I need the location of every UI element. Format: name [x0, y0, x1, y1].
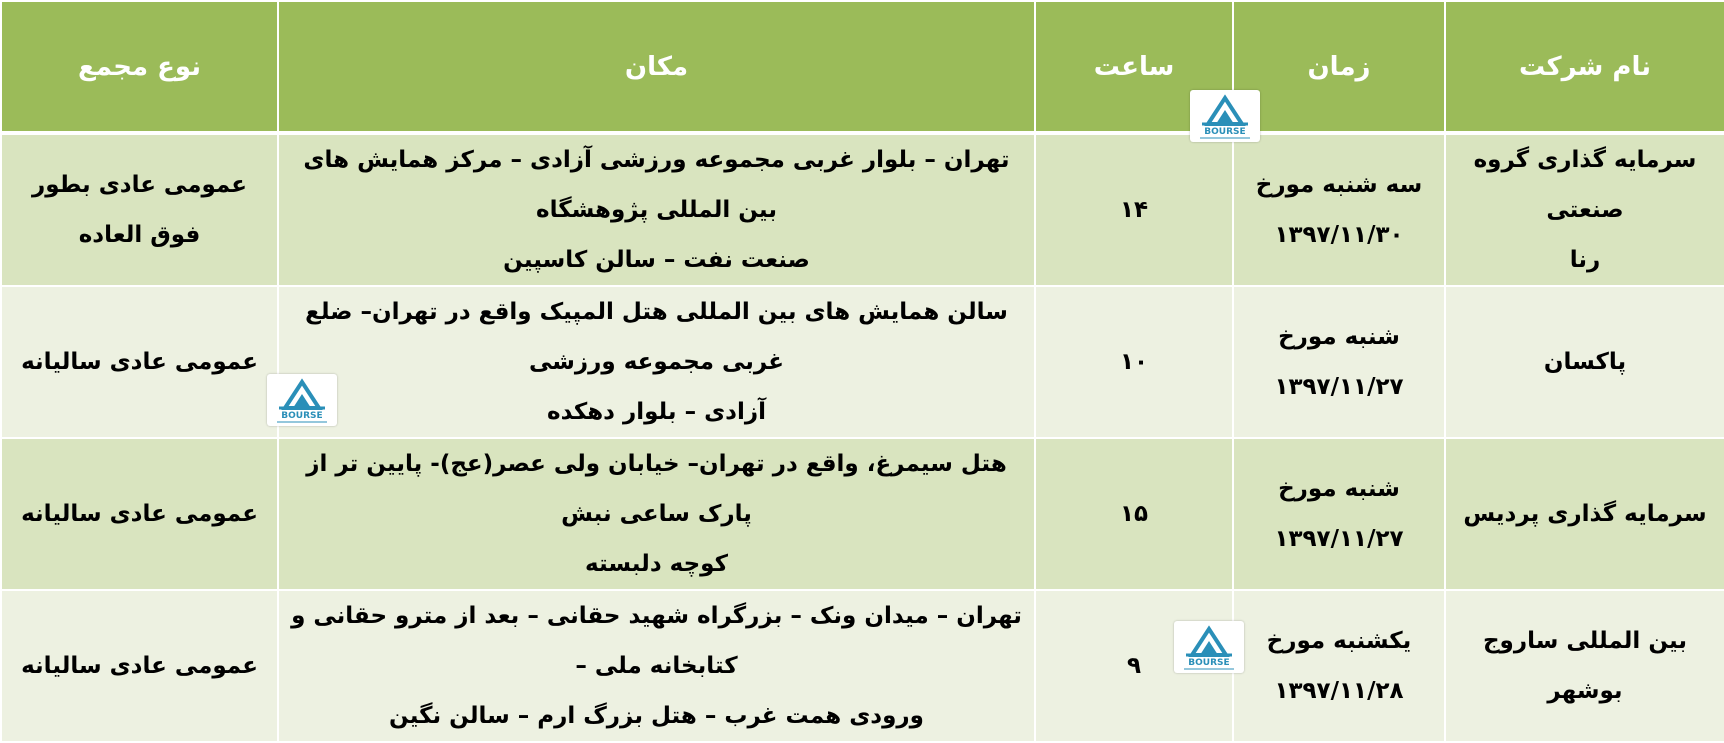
- date-value: ۱۳۹۷/۱۱/۲۸: [1274, 678, 1404, 704]
- location-line: کوچه دلبسته: [585, 551, 728, 577]
- company-name-line: سرمایه گذاری گروه صنعتی: [1473, 147, 1697, 223]
- header-time: ساعت: [1035, 1, 1233, 133]
- location-cell: [278, 590, 1035, 742]
- bourse-logo-icon: [1190, 90, 1260, 142]
- date-value: ۱۳۹۷/۱۱/۳۰: [1274, 222, 1404, 248]
- company-cell: [1445, 438, 1724, 590]
- header-meeting-type: نوع مجمع: [1, 1, 278, 133]
- date-cell: [1233, 590, 1445, 742]
- bourse-logo-text: BOURSE: [1204, 127, 1246, 137]
- header-company: نام شرکت: [1445, 1, 1724, 133]
- bourse-logo-text: BOURSE: [281, 411, 323, 421]
- company-name-line: سرمایه گذاری پردیس: [1463, 501, 1707, 527]
- company-name-line: پاکسان: [1543, 349, 1627, 375]
- header-location: مکان: [278, 1, 1035, 133]
- bourse-logo-text: BOURSE: [1188, 658, 1230, 668]
- location-line: سالن همایش های بین المللی هتل المپیک واقع در تهران– ضلع غربی مجموعه ورزشی: [305, 299, 1008, 375]
- company-name-line: بین المللی ساروج بوشهر: [1482, 628, 1688, 704]
- location-cell: [278, 438, 1035, 590]
- meeting-type-cell: عمومی عادی سالیانه: [1, 590, 278, 742]
- time-cell: ۱۴: [1035, 133, 1233, 286]
- location-line: هتل سیمرغ، واقع در تهران– خیابان ولی عصر(عج)- پایین تر از پارک ساعی نبش: [306, 451, 1007, 527]
- meeting-type-cell: عمومی عادی سالیانه: [1, 286, 278, 438]
- weekday-label: سه شنبه مورخ: [1255, 172, 1423, 198]
- company-cell: [1445, 286, 1724, 438]
- weekday-label: شنبه مورخ: [1278, 476, 1400, 502]
- date-value: ۱۳۹۷/۱۱/۲۷: [1274, 374, 1404, 400]
- table-row: [1, 590, 1724, 742]
- location-line: تهران – میدان ونک – بزرگراه شهید حقانی – بعد از مترو حقانی و کتابخانه ملی –: [291, 603, 1022, 679]
- location-line: ورودی همت غرب – هتل بزرگ ارم – سالن نگین: [389, 703, 924, 729]
- table-row: [1, 286, 1724, 438]
- table-header-row: [1, 1, 1724, 133]
- time-cell: ۱۰: [1035, 286, 1233, 438]
- date-value: ۱۳۹۷/۱۱/۲۷: [1274, 526, 1404, 552]
- bourse-logo-icon: [267, 374, 337, 426]
- company-cell: [1445, 133, 1724, 286]
- time-cell: ۱۵: [1035, 438, 1233, 590]
- meeting-type-cell: عمومی عادی سالیانه: [1, 438, 278, 590]
- location-cell: [278, 133, 1035, 286]
- bourse-logo-icon: [1174, 621, 1244, 673]
- header-date: زمان: [1233, 1, 1445, 133]
- table-row: [1, 133, 1724, 286]
- weekday-label: یکشنبه مورخ: [1266, 628, 1412, 654]
- weekday-label: شنبه مورخ: [1278, 324, 1400, 350]
- table-row: [1, 438, 1724, 590]
- location-cell: [278, 286, 1035, 438]
- location-line: آزادی – بلوار دهکده: [547, 399, 766, 425]
- company-cell: [1445, 590, 1724, 742]
- location-line: صنعت نفت – سالن کاسپین: [503, 247, 810, 273]
- date-cell: [1233, 438, 1445, 590]
- date-cell: [1233, 286, 1445, 438]
- time-cell: ۹: [1035, 590, 1233, 742]
- date-cell: [1233, 133, 1445, 286]
- meeting-type-cell: عمومی عادی بطور فوق العاده: [1, 133, 278, 286]
- company-name-line: رنا: [1569, 247, 1601, 273]
- location-line: تهران – بلوار غربی مجموعه ورزشی آزادی – مرکز همایش های بین المللی پژوهشگاه: [303, 147, 1010, 223]
